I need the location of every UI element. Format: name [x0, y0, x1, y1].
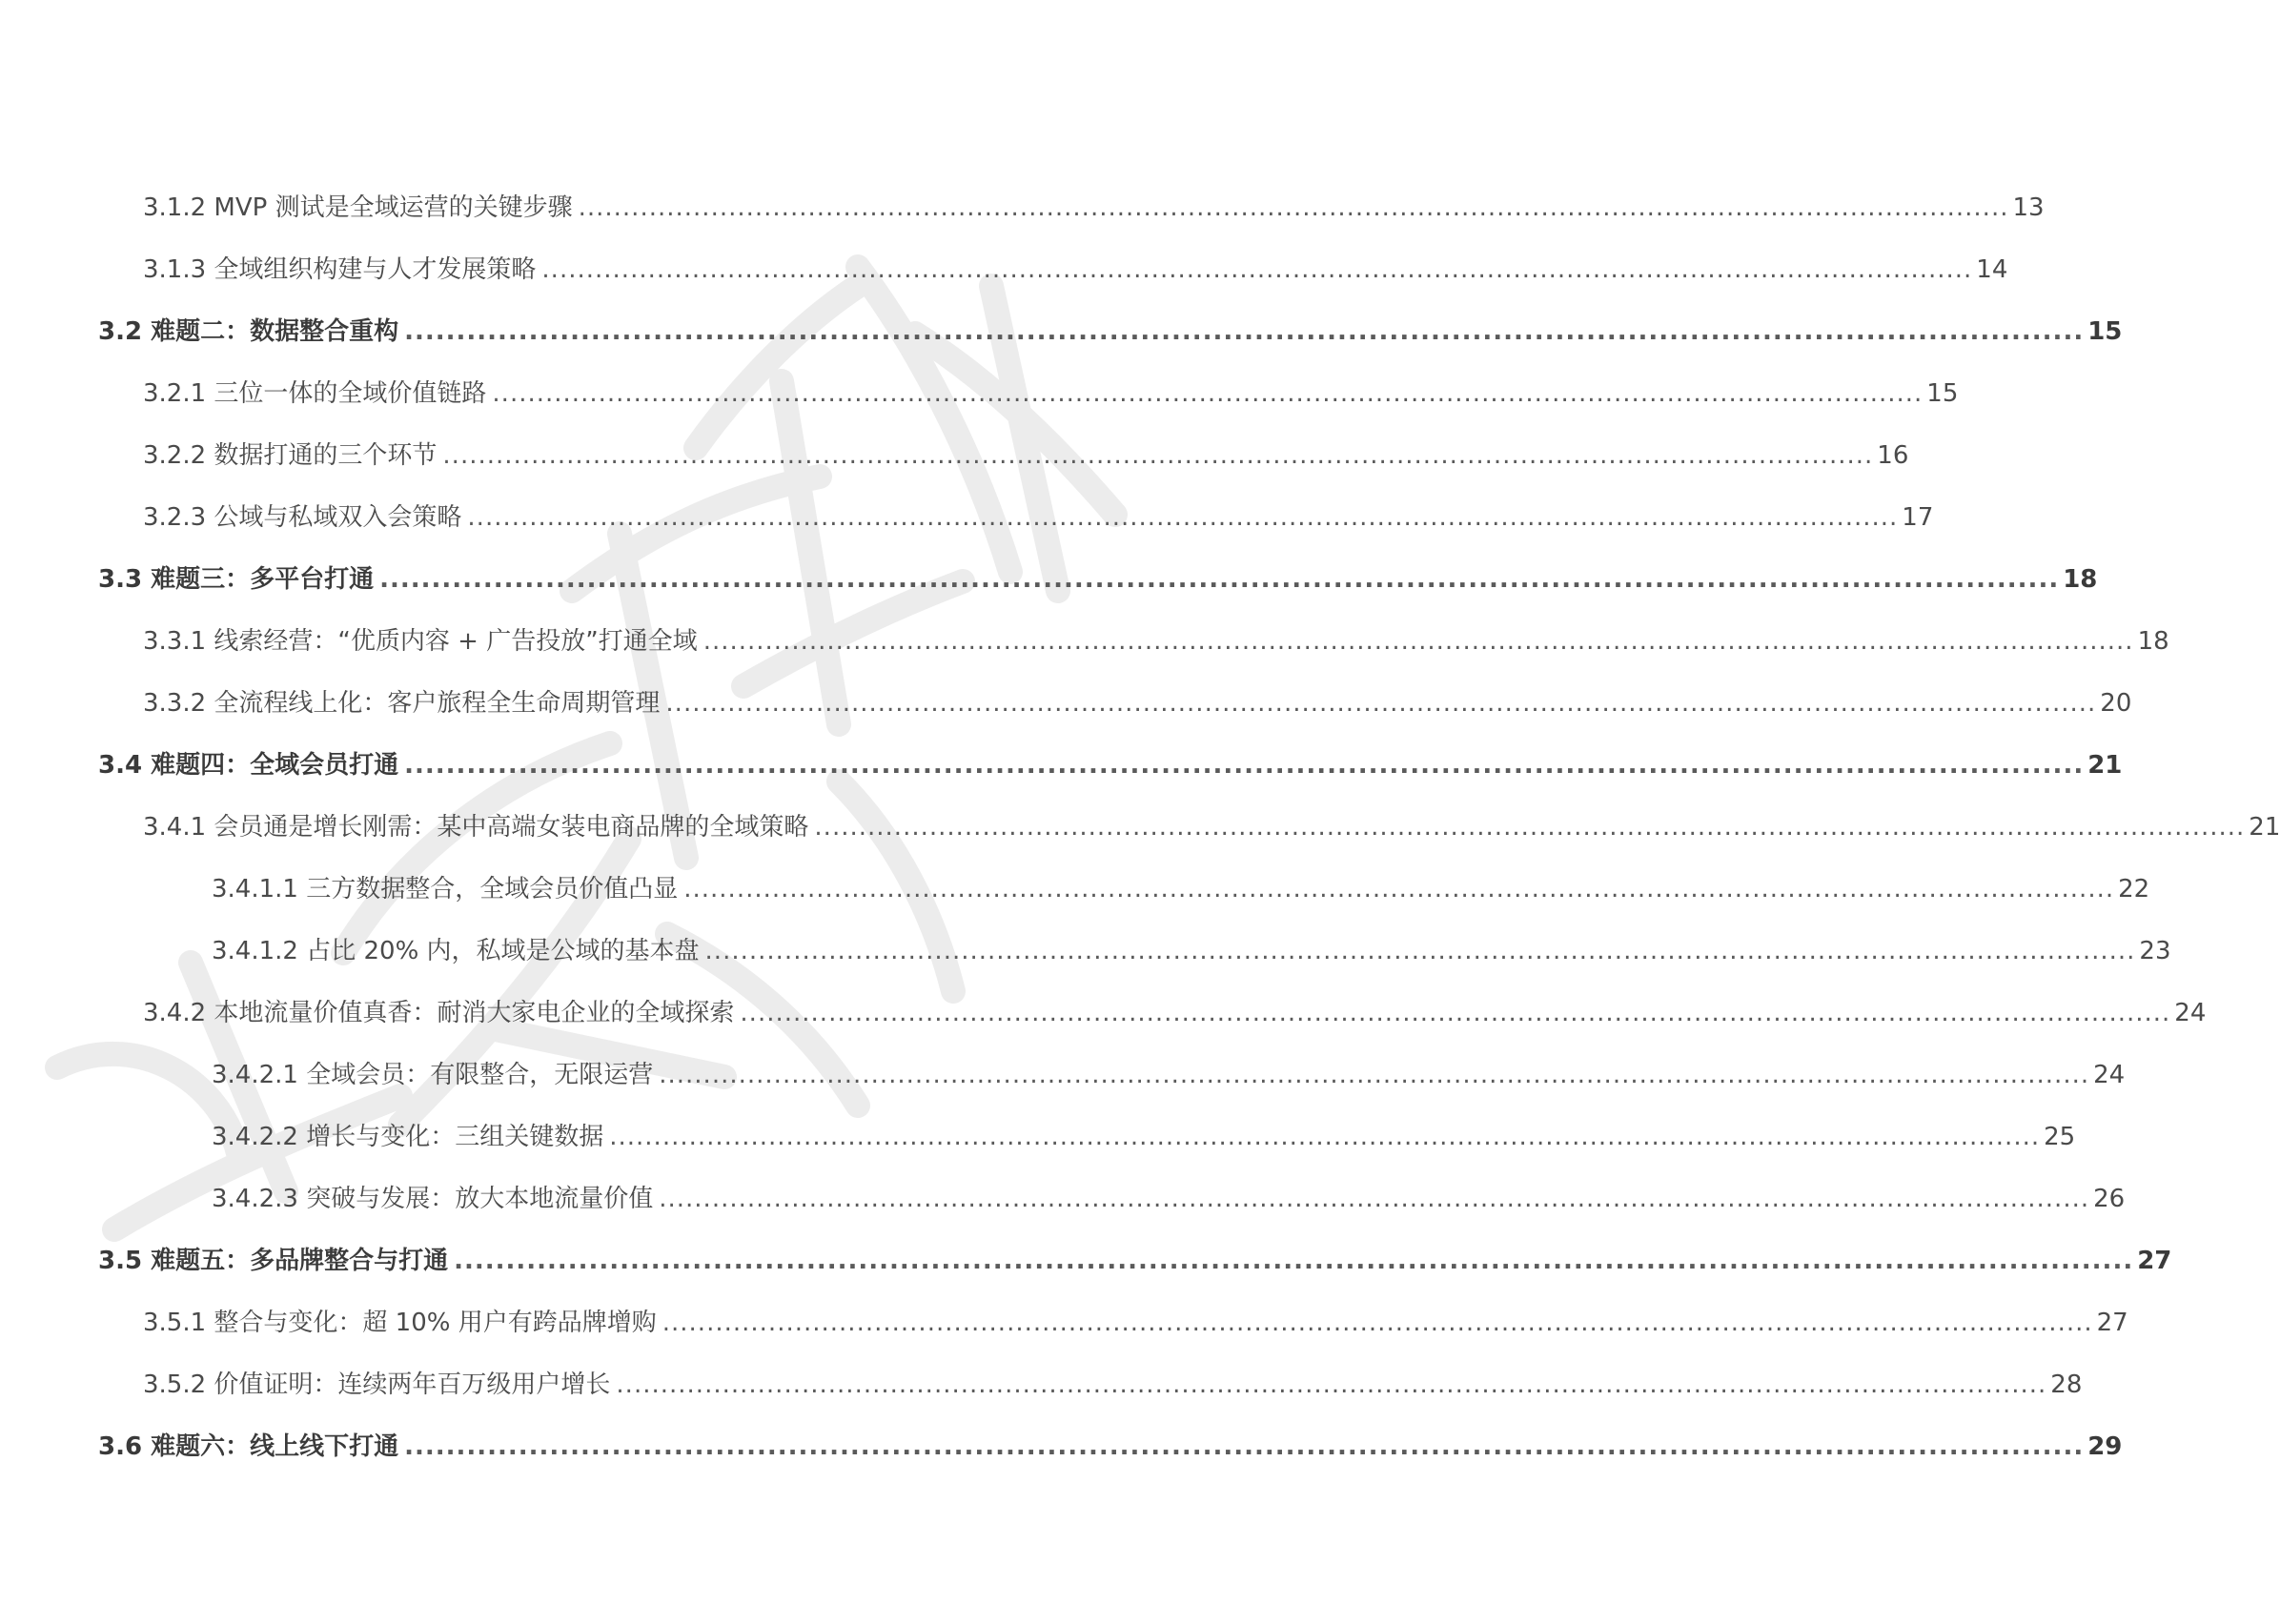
toc-entry[interactable] [143, 189, 2045, 227]
toc-entry-title: 3.5 难题五：多品牌整合与打通 [98, 1247, 449, 1275]
toc-entry-title: 3.4.2.1 全域会员：有限整合，无限运营 [212, 1061, 654, 1089]
toc-entry-page-number: 24 [2174, 999, 2207, 1027]
toc-leader-dots: .................................................................................................................................................................. [442, 441, 1874, 470]
toc-entry[interactable] [143, 684, 2132, 722]
toc-entry-title: 3.4.2.3 突破与发展：放大本地流量价值 [212, 1185, 654, 1213]
toc-leader-dots: .................................................................................................................................................................. [616, 1370, 2047, 1399]
toc-entry-page-number: 28 [2050, 1370, 2083, 1399]
toc-entry-page-number: 25 [2044, 1123, 2076, 1151]
toc-leader-dots: .................................................................................................................................................................. [665, 689, 2097, 718]
toc-entry-page-number: 18 [2137, 627, 2169, 656]
toc-entry[interactable] [212, 870, 2150, 908]
toc-entry[interactable] [212, 932, 2171, 970]
toc-entry[interactable] [143, 498, 1934, 537]
toc-entry-page-number: 21 [2249, 813, 2280, 842]
toc-leader-dots: .................................................................................................................................................................. [702, 627, 2134, 656]
toc-entry-title: 3.5.2 价值证明：连续两年百万级用户增长 [143, 1370, 611, 1399]
toc-entry[interactable] [212, 1118, 2076, 1156]
toc-entry-page-number: 27 [2096, 1309, 2128, 1337]
toc-leader-dots: .................................................................................................................................................................. [541, 255, 1973, 284]
toc-entry-title: 3.6 难题六：线上线下打通 [98, 1432, 399, 1461]
toc-entry-page-number: 20 [2100, 689, 2132, 718]
toc-leader-dots: .................................................................................................................................................................. [467, 503, 1899, 532]
toc-entry-page-number: 14 [1976, 255, 2008, 284]
toc-entry-page-number: 22 [2118, 875, 2150, 903]
toc-entry-title: 3.4.1.2 占比 20% 内，私域是公域的基本盘 [212, 937, 700, 965]
toc-leader-dots: .................................................................................................................................................................. [609, 1123, 2041, 1151]
toc-leader-dots: .................................................................................................................................................................. [404, 751, 2085, 780]
toc-entry-page-number: 18 [2063, 565, 2098, 594]
toc-entry[interactable] [143, 994, 2207, 1032]
toc-entry[interactable] [143, 375, 1959, 413]
toc-entry-page-number: 26 [2093, 1185, 2126, 1213]
toc-entry-title: 3.4 难题四：全域会员打通 [98, 751, 399, 780]
toc-entry[interactable] [98, 560, 2098, 599]
toc-entry[interactable] [98, 1242, 2172, 1280]
toc-leader-dots: .................................................................................................................................................................. [659, 1185, 2090, 1213]
toc-leader-dots: .................................................................................................................................................................. [404, 1432, 2085, 1461]
toc-entry-page-number: 15 [1926, 379, 1959, 408]
toc-entry-page-number: 23 [2139, 937, 2171, 965]
toc-entry-title: 3.1.2 MVP 测试是全域运营的关键步骤 [143, 193, 573, 222]
toc-entry[interactable] [143, 808, 2280, 846]
toc-leader-dots: .................................................................................................................................................................. [814, 813, 2246, 842]
toc-leader-dots: .................................................................................................................................................................. [404, 317, 2085, 346]
toc-entry-title: 3.4.1 会员通是增长刚需：某中高端女装电商品牌的全域策略 [143, 813, 809, 842]
toc-entry-title: 3.5.1 整合与变化：超 10% 用户有跨品牌增购 [143, 1309, 657, 1337]
toc-entry-page-number: 27 [2137, 1247, 2172, 1275]
toc-entry[interactable] [143, 622, 2169, 660]
toc-entry[interactable] [143, 436, 1909, 475]
toc-entry-page-number: 13 [2012, 193, 2045, 222]
toc-entry-title: 3.1.3 全域组织构建与人才发展策略 [143, 255, 537, 284]
toc-leader-dots: .................................................................................................................................................................. [379, 565, 2060, 594]
toc-leader-dots: .................................................................................................................................................................. [454, 1247, 2134, 1275]
toc-entry-title: 3.4.1.1 三方数据整合，全域会员价值凸显 [212, 875, 679, 903]
toc-entry-title: 3.2.1 三位一体的全域价值链路 [143, 379, 487, 408]
toc-leader-dots: .................................................................................................................................................................. [492, 379, 1924, 408]
toc-entry[interactable] [143, 251, 2008, 289]
toc-entry-title: 3.2 难题二：数据整合重构 [98, 317, 399, 346]
toc-entry[interactable] [98, 1428, 2123, 1466]
toc-entry[interactable] [98, 313, 2123, 351]
toc-entry-page-number: 29 [2087, 1432, 2123, 1461]
toc-entry-title: 3.2.3 公域与私域双入会策略 [143, 503, 462, 532]
toc-leader-dots: .................................................................................................................................................................. [662, 1309, 2093, 1337]
toc-entry[interactable] [212, 1056, 2126, 1094]
toc-leader-dots: .................................................................................................................................................................. [659, 1061, 2090, 1089]
toc-entry[interactable] [143, 1304, 2128, 1342]
toc-entry[interactable] [98, 746, 2123, 784]
toc-entry-title: 3.3.2 全流程线上化：客户旅程全生命周期管理 [143, 689, 661, 718]
toc-entry[interactable] [143, 1366, 2083, 1404]
toc-entry-page-number: 15 [2087, 317, 2123, 346]
toc-leader-dots: .................................................................................................................................................................. [683, 875, 2115, 903]
toc-entry-page-number: 17 [1902, 503, 1934, 532]
toc-entry[interactable] [212, 1180, 2126, 1218]
toc-entry-title: 3.3 难题三：多平台打通 [98, 565, 375, 594]
toc-entry-page-number: 16 [1877, 441, 1909, 470]
toc-leader-dots: .................................................................................................................................................................. [740, 999, 2171, 1027]
toc-entry-title: 3.4.2.2 增长与变化：三组关键数据 [212, 1123, 604, 1151]
toc-entry-page-number: 21 [2087, 751, 2123, 780]
toc-leader-dots: .................................................................................................................................................................. [578, 193, 2009, 222]
toc-entry-title: 3.2.2 数据打通的三个环节 [143, 441, 438, 470]
toc-entry-page-number: 24 [2093, 1061, 2126, 1089]
toc-entry-title: 3.3.1 线索经营：“优质内容 + 广告投放”打通全域 [143, 627, 698, 656]
toc-entry-title: 3.4.2 本地流量价值真香：耐消大家电企业的全域探索 [143, 999, 735, 1027]
toc-leader-dots: .................................................................................................................................................................. [704, 937, 2136, 965]
